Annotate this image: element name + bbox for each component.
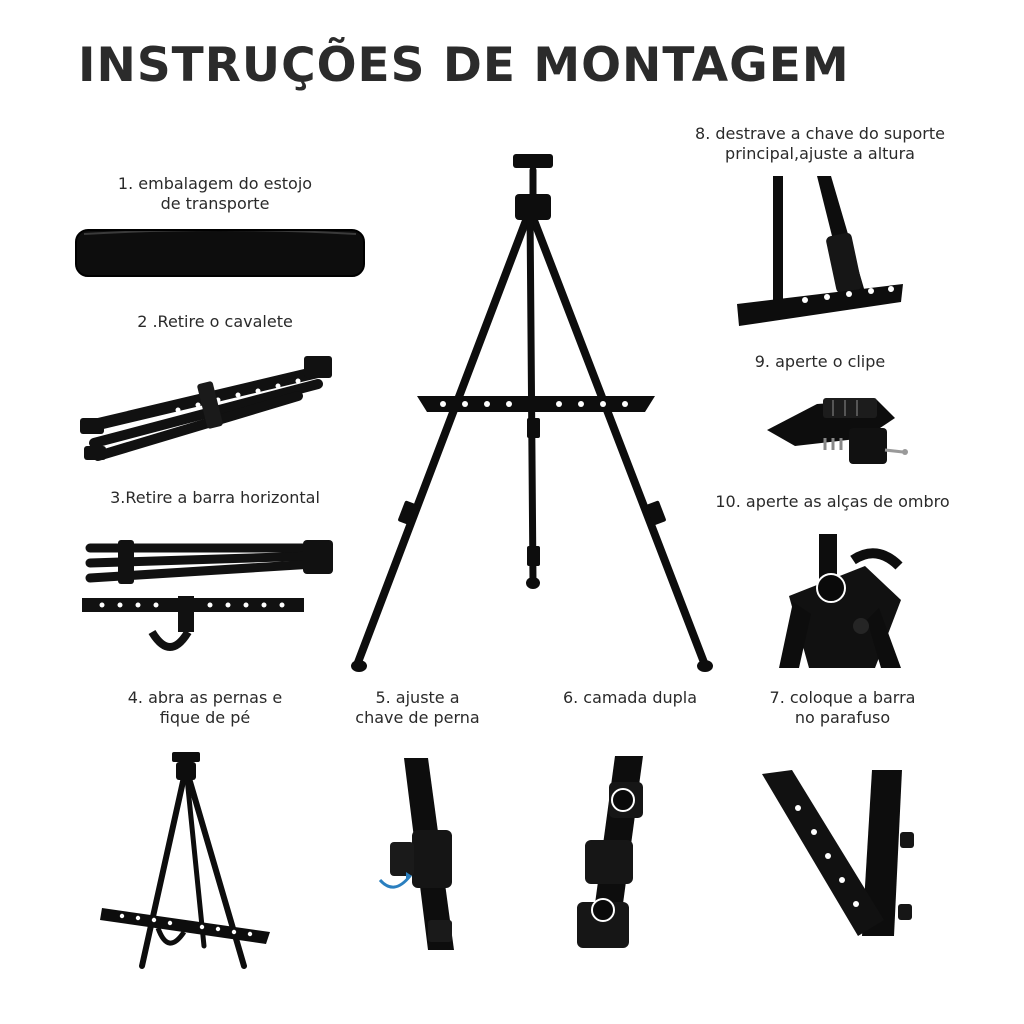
step-7-caption	[750, 688, 935, 728]
step-1-line1: 1. embalagem do estojo	[117, 174, 313, 193]
page-title: INSTRUÇÕES DE MONTAGEM	[78, 38, 850, 93]
carrying-bag-illustration	[70, 222, 370, 282]
step-6-line1: 6. camada dupla	[562, 688, 698, 707]
bar-on-screw-illustration	[762, 770, 922, 940]
step-4-line2: fique de pé	[159, 708, 251, 727]
step-6-caption	[545, 688, 715, 708]
step-4-line1: 4. abra as pernas e	[127, 688, 283, 707]
step-3-caption	[80, 488, 350, 508]
step-2-caption	[95, 312, 335, 332]
step-2-line1: 2 .Retire o cavalete	[137, 312, 293, 331]
step-9-caption	[740, 352, 900, 372]
step-8-line2: principal,ajuste a altura	[725, 144, 915, 163]
step-1-line2: de transporte	[160, 194, 270, 213]
legs-and-bar-illustration	[78, 536, 340, 666]
clip-illustration	[765, 388, 915, 472]
step-7-line2: no parafuso	[794, 708, 891, 727]
step-10-caption	[705, 492, 960, 512]
standing-easel-illustration	[345, 150, 725, 680]
step-9-line1: 9. aperte o clipe	[754, 352, 886, 371]
step-8-line1: 8. destrave a chave do suporte	[695, 124, 945, 143]
step-3-line1: 3.Retire a barra horizontal	[110, 488, 320, 507]
support-lock-illustration	[735, 172, 905, 342]
leg-lock-illustration	[370, 752, 480, 952]
step-10-line1: 10. aperte as alças de ombro	[715, 492, 950, 511]
step-5-line2: chave de perna	[355, 708, 480, 727]
step-4-caption	[95, 688, 315, 728]
step-5-caption	[335, 688, 500, 728]
step-7-line1: 7. coloque a barra	[769, 688, 916, 707]
step-1-caption	[95, 174, 335, 214]
small-easel-illustration	[98, 746, 278, 976]
step-5-line1: 5. ajuste a	[375, 688, 460, 707]
folded-easel-illustration	[68, 348, 348, 473]
double-layer-illustration	[565, 752, 665, 952]
shoulder-knob-illustration	[775, 530, 915, 670]
